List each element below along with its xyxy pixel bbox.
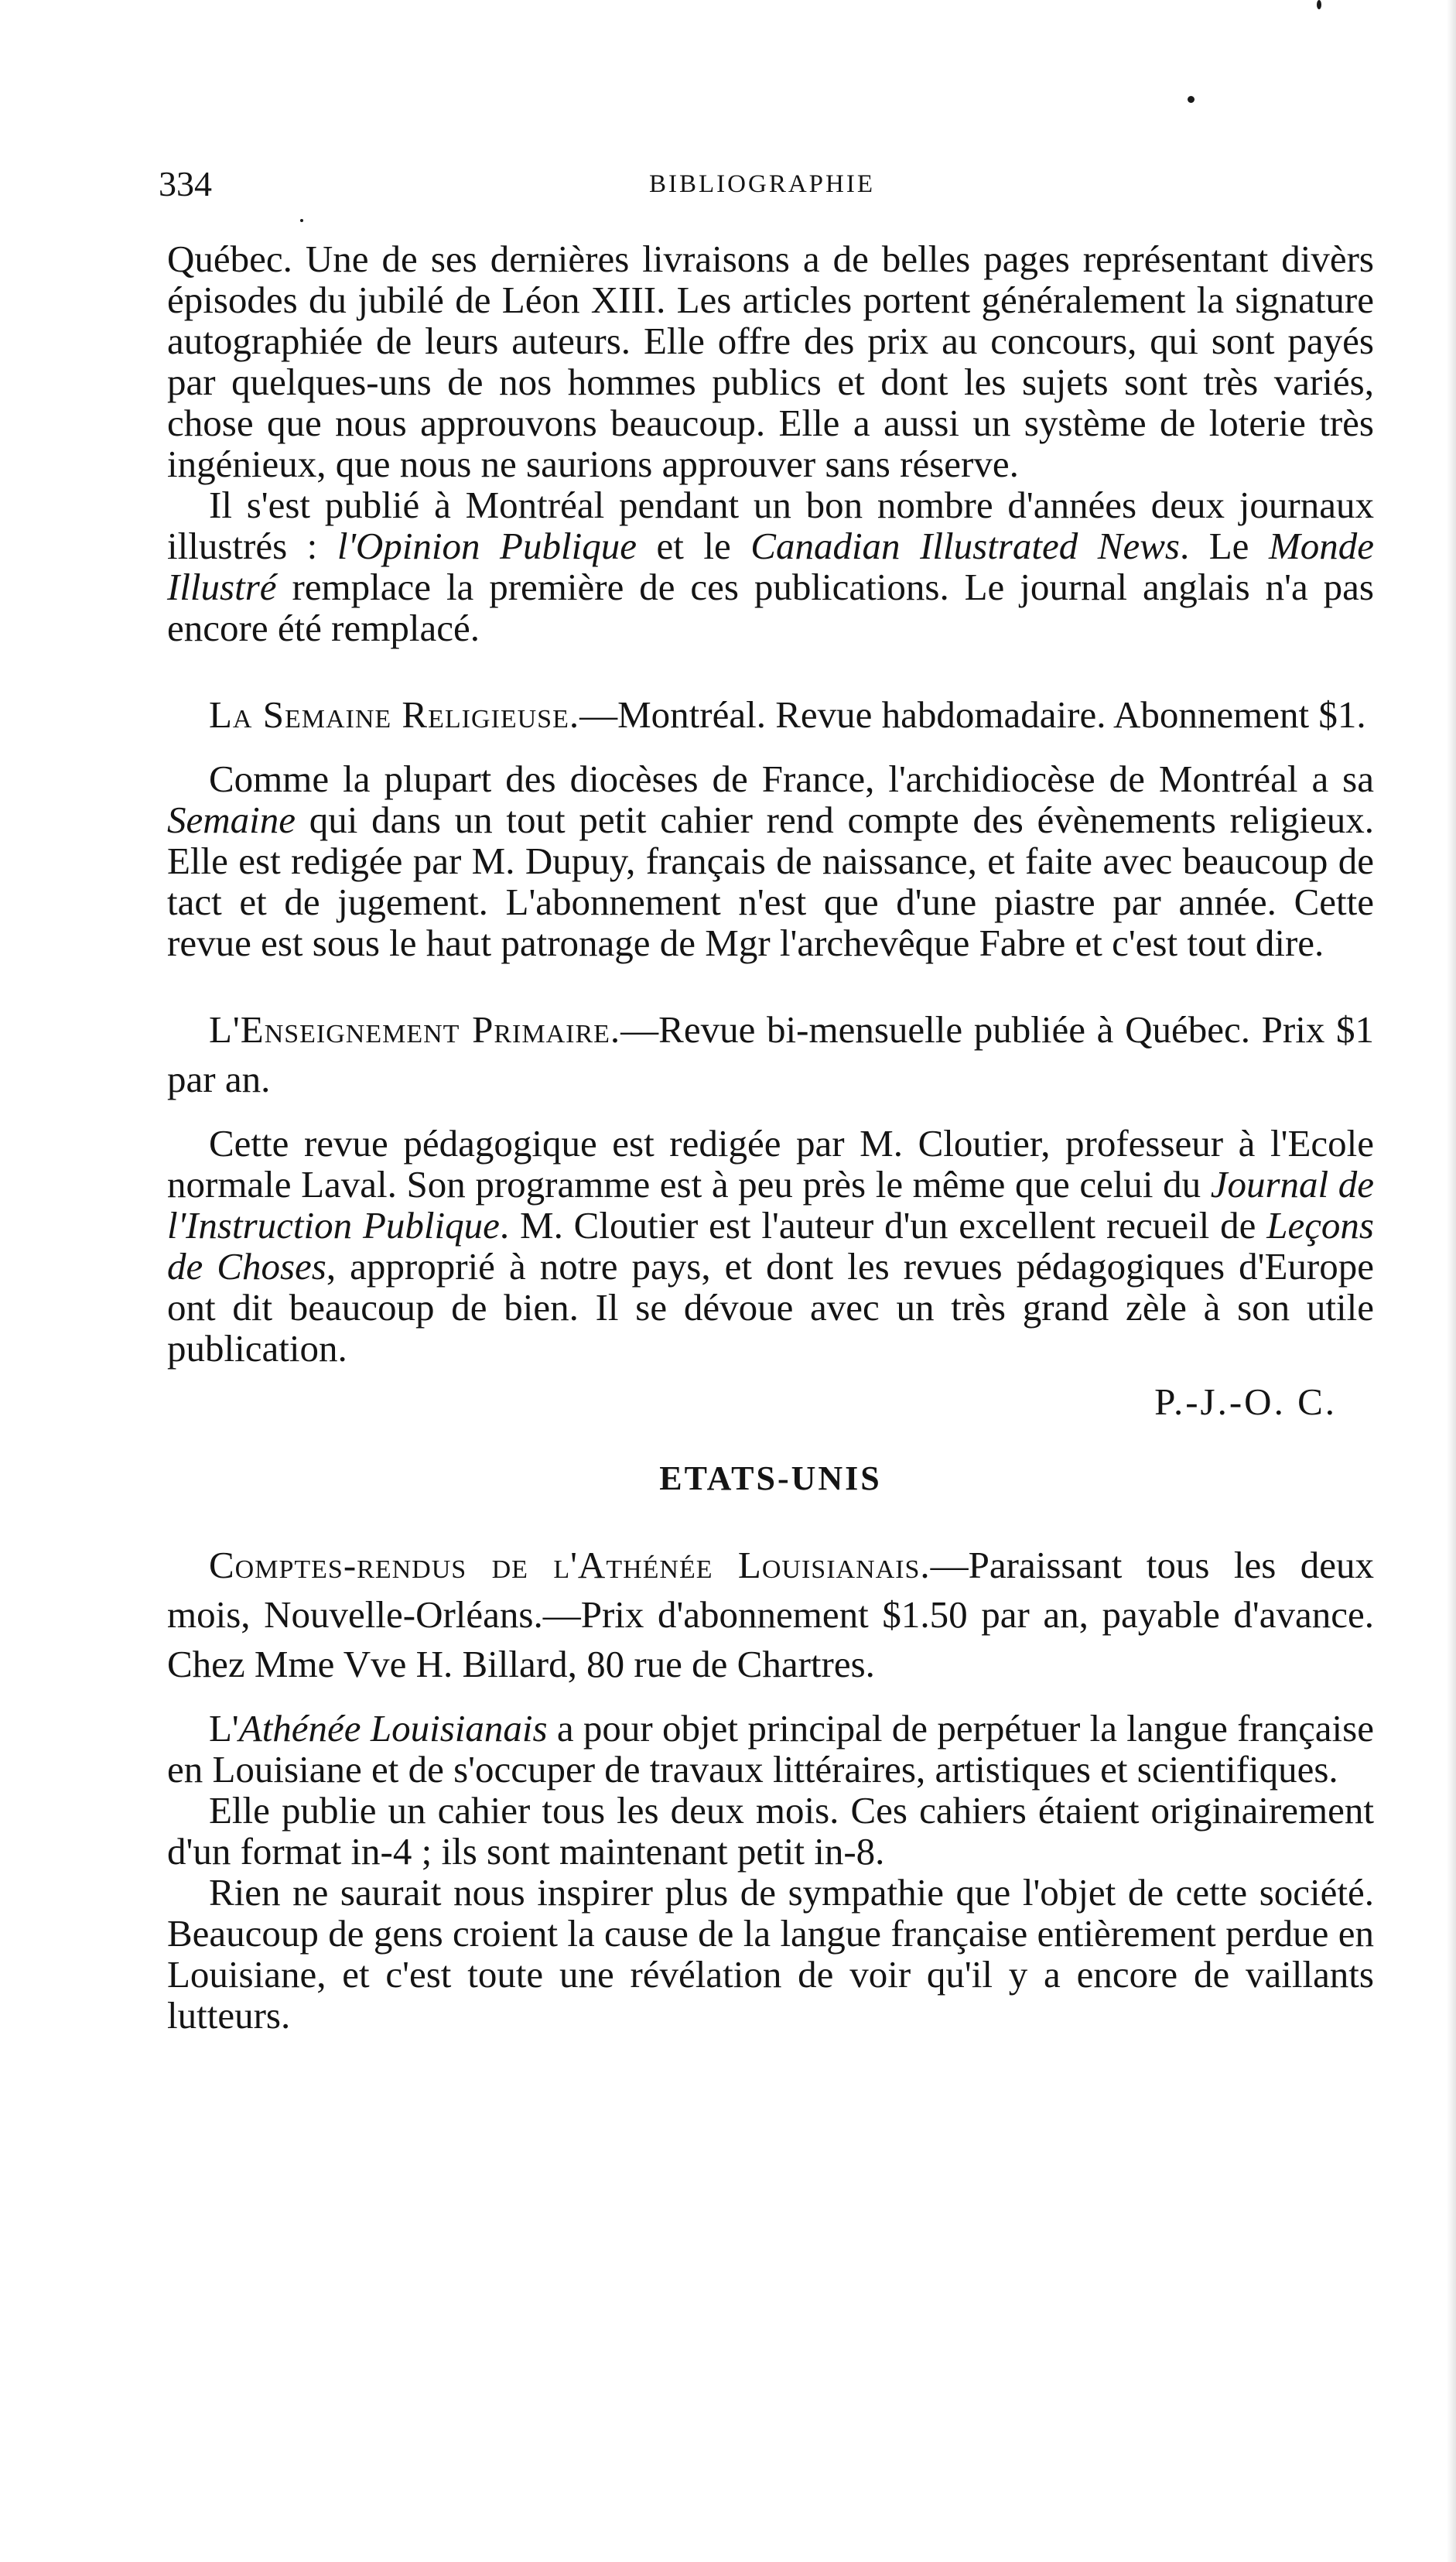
running-head: BIBLIOGRAPHIE xyxy=(649,170,875,198)
journal-title: Athénée Louisianais xyxy=(238,1707,548,1750)
entry-heading-enseignement xyxy=(167,1005,1374,1104)
athenee-paragraph-2: Elle publie un cahier tous les deux mois. Ces cahiers étaient originairement d'un format in-4 ; ils sont maintenant petit in-8. xyxy=(167,1789,1374,1873)
author-signature: P.-J.-O. C. xyxy=(1154,1380,1337,1423)
page-edge-shadow xyxy=(1447,0,1456,2562)
section-title-etats-unis: ETATS-UNIS xyxy=(659,1459,882,1497)
entry-heading-athenee xyxy=(167,1541,1374,1689)
athenee-paragraph-3: Rien ne saurait nous inspirer plus de sympathie que l'objet de cette société. Beaucoup de gens croient la cause de la langue française entièrement perdue en Louisiane, et c'est toute une révélation de voir qu'il y a encore de vaillants lutteurs. xyxy=(167,1871,1374,2037)
entry-details: —Montréal. Revue habdomadaire. Abonnement $1. xyxy=(579,693,1366,736)
text-run: . M. Cloutier est l'auteur d'un excellent recueil de xyxy=(499,1204,1267,1247)
text-run: Comme la plupart des diocèses de France, l'archidiocèse de Montréal a sa xyxy=(209,758,1374,800)
entry-title: Comptes-rendus de l'Athénée Louisianais. xyxy=(209,1544,931,1586)
text-run: a pour objet principal de perpétuer la langue française en Louisiane et de s'occuper de travaux littéraires, artistiques et scientifiques. xyxy=(167,1707,1374,1791)
book-title: Leçons de Choses xyxy=(167,1204,1375,1288)
scan-speck xyxy=(300,219,303,222)
text-run: remplace la première de ces publications. Le journal anglais n'a pas encore été remplacé. xyxy=(167,566,1374,649)
entry-details: —Paraissant tous les deux mois, Nouvelle-Orléans.—Prix d'abonnement $1.50 par an, payable d'avance. Chez Mme Vve H. Billard, 80 rue de Chartres. xyxy=(167,1544,1374,1685)
journal-title: Monde Illustré xyxy=(167,525,1375,608)
enseignement-paragraph xyxy=(167,1123,1374,1369)
journal-title: Canadian Illustrated News xyxy=(750,525,1180,567)
entry-heading-semaine xyxy=(167,690,1374,740)
text-run: . Le xyxy=(1179,525,1269,567)
page-body xyxy=(167,238,1374,2036)
entry-details: —Revue bi-mensuelle publiée à Québec. Prix $1 par an. xyxy=(167,1008,1374,1100)
continuation-paragraph: Québec. Une de ses dernières livraisons a de belles pages représentant divèrs épisodes du jubilé de Léon XIII. Les articles portent généralement la signature autographiée de leurs auteurs. Elle offre des prix au concours, qui sont payés par quelques-uns de nos hommes publics et dont les sujets sont très variés, chose que nous approuvons beaucoup. Elle a aussi un système de loterie très ingénieux, que nous ne saurions approuver sans réserve. xyxy=(167,238,1374,485)
page-number: 334 xyxy=(159,164,212,204)
scan-speck xyxy=(1188,96,1195,103)
athenee-paragraph-1 xyxy=(167,1708,1374,1790)
journal-title: Semaine xyxy=(167,799,296,841)
text-run: Cette revue pédagogique est redigée par M. Cloutier, professeur à l'Ecole normale Laval. Son programme est à peu près le même que celui du xyxy=(167,1122,1374,1206)
scan-speck xyxy=(1317,0,1321,9)
text-run: qui dans un tout petit cahier rend compte des évènements religieux. Elle est redigée par M. Dupuy, français de naissance, et faite avec beaucoup de tact et de jugement. L'abonnement n'est que d'une piastre par année. Cette revue est sous le haut patronage de Mgr l'archevêque Fabre et c'est tout dire. xyxy=(167,799,1374,964)
text-run: , approprié à notre pays, et dont les revues pédagogiques d'Europe ont dit beaucoup de bien. Il se dévoue avec un très grand zèle à son utile publication. xyxy=(167,1245,1374,1370)
journal-title: l'Opinion Publique xyxy=(337,525,637,567)
semaine-paragraph xyxy=(167,758,1374,963)
montreal-illustrated-paragraph xyxy=(167,484,1374,648)
text-run: Il s'est publié à Montréal pendant un bon nombre d'années deux journaux illustrés : xyxy=(167,484,1374,567)
journal-title: Journal de l'Instruction Publique xyxy=(167,1163,1374,1247)
page-header xyxy=(159,161,1365,207)
entry-title: La Semaine Religieuse. xyxy=(209,693,580,736)
text-run: L' xyxy=(209,1707,239,1750)
entry-title: L'Enseignement Primaire. xyxy=(209,1008,621,1051)
text-run: et le xyxy=(636,525,751,567)
